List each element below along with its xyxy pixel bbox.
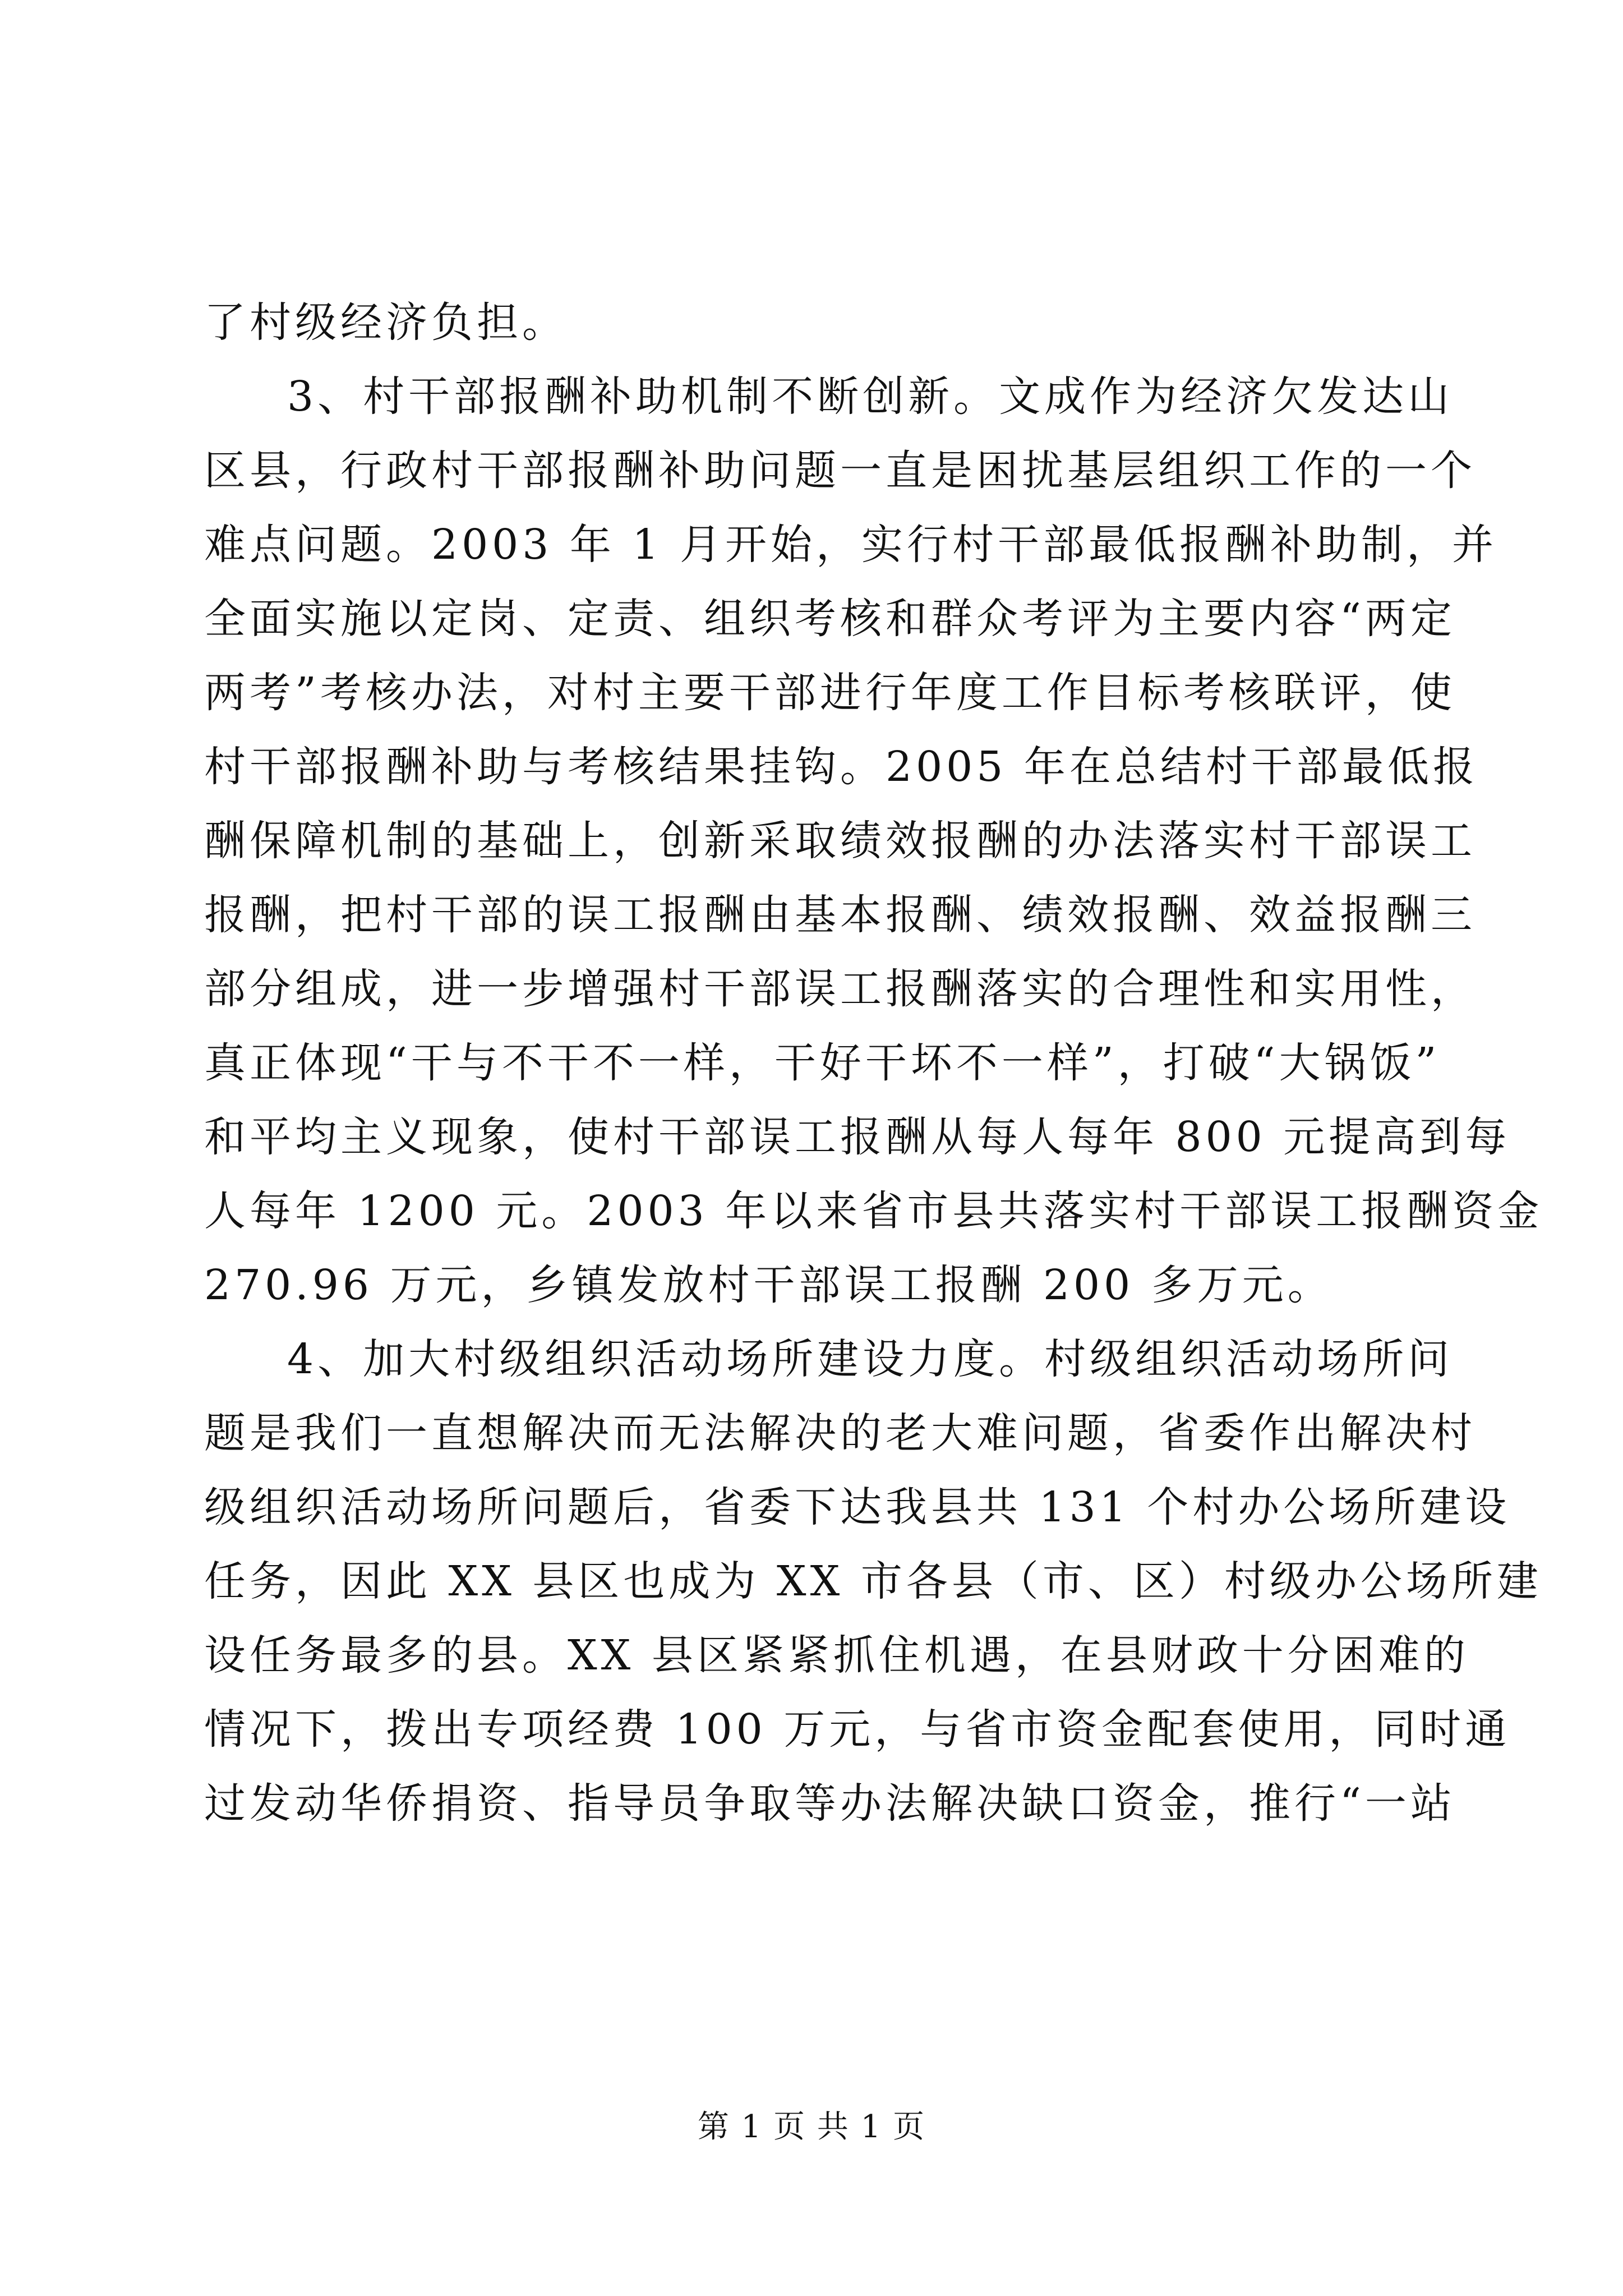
text-line: 人每年 1200 元。2003 年以来省市县共落实村干部误工报酬资金 (204, 1187, 1543, 1235)
paragraph-3-start: 3、村干部报酬补助机制不断创新。文成作为经济欠发达山 (287, 372, 1454, 421)
text-line: 270.96 万元，乡镇发放村干部误工报酬 200 多万元。 (204, 1261, 1333, 1309)
text-line: 和平均主义现象，使村干部误工报酬从每人每年 800 元提高到每 (204, 1113, 1511, 1161)
text-line: 设任务最多的县。XX 县区紧紧抓住机遇，在县财政十分困难的 (204, 1631, 1469, 1680)
text-line: 级组织活动场所问题后，省委下达我县共 131 个村办公场所建设 (204, 1483, 1511, 1531)
text-line: 真正体现“干与不干不一样，干好干坏不一样”，打破“大锅饭” (204, 1039, 1441, 1087)
text-line: 区县，行政村干部报酬补助问题一直是困扰基层组织工作的一个 (204, 447, 1476, 495)
text-line: 两考”考核办法，对村主要干部进行年度工作目标考核联评，使 (204, 669, 1456, 717)
page-footer: 第 1 页 共 1 页 (697, 2109, 926, 2145)
text-line: 酬保障机制的基础上，创新采取绩效报酬的办法落实村干部误工 (204, 817, 1476, 865)
text-line: 全面实施以定岗、定责、组织考核和群众考评为主要内容“两定 (204, 595, 1456, 643)
text-line: 过发动华侨捐资、指导员争取等办法解决缺口资金，推行“一站 (204, 1779, 1456, 1828)
text-line: 任务，因此 XX 县区也成为 XX 市各县（市、区）村级办公场所建 (204, 1557, 1542, 1605)
paragraph-4-start: 4、加大村级组织活动场所建设力度。村级组织活动场所问 (287, 1335, 1454, 1383)
text-line: 情况下，拨出专项经费 100 万元，与省市资金配套使用，同时通 (204, 1705, 1511, 1754)
text-line: 难点问题。2003 年 1 月开始，实行村干部最低报酬补助制，并 (204, 521, 1497, 569)
text-line: 部分组成，进一步增强村干部误工报酬落实的合理性和实用性， (204, 965, 1476, 1013)
text-line: 题是我们一直想解决而无法解决的老大难问题，省委作出解决村 (204, 1409, 1476, 1457)
text-line: 报酬，把村干部的误工报酬由基本报酬、绩效报酬、效益报酬三 (204, 891, 1476, 939)
text-line: 了村级经济负担。 (204, 298, 568, 347)
text-line: 村干部报酬补助与考核结果挂钩。2005 年在总结村干部最低报 (204, 743, 1478, 791)
